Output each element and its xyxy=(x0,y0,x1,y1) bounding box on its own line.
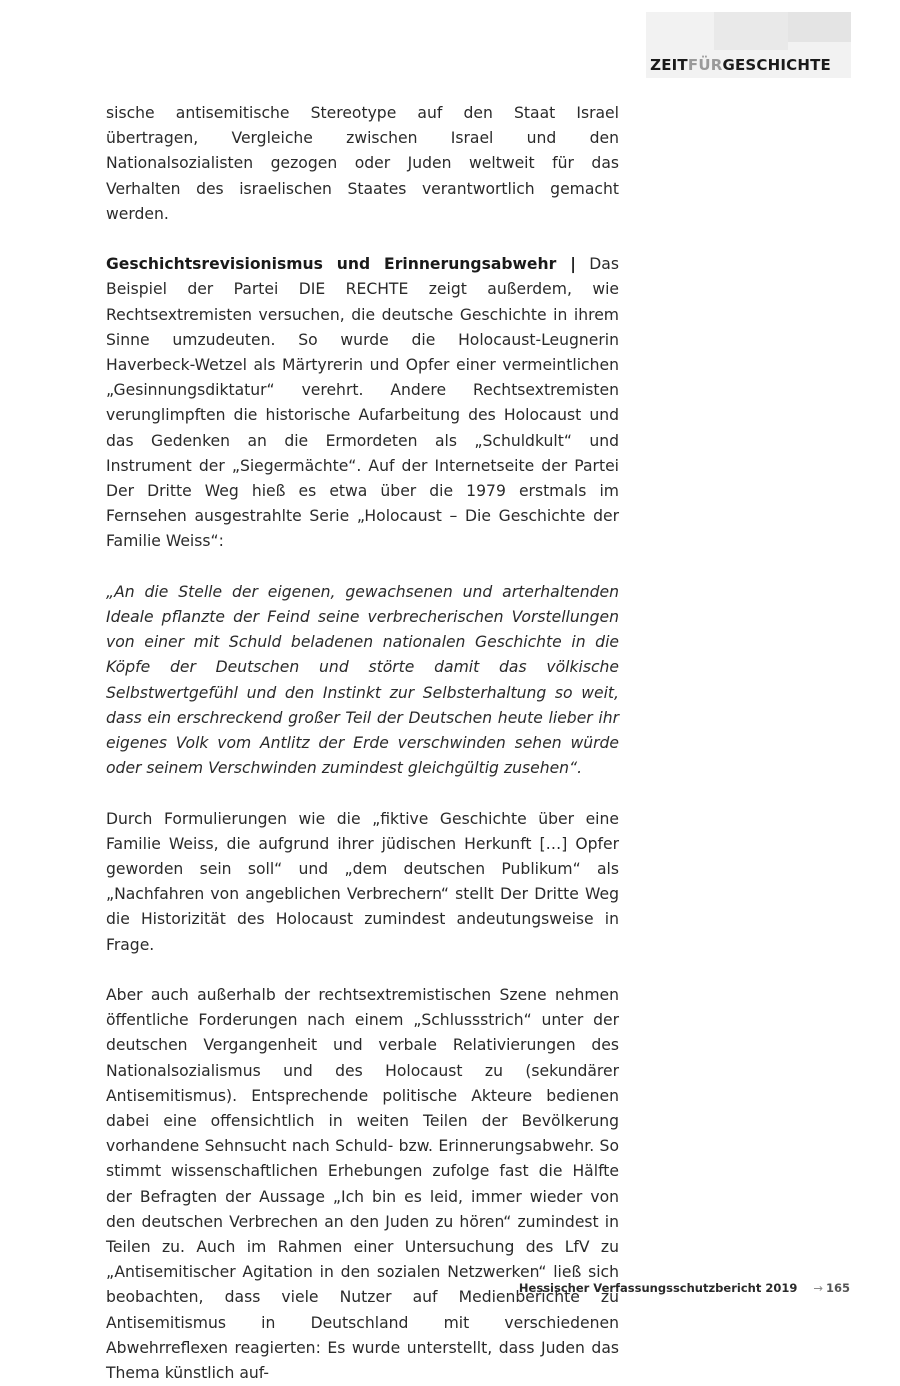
footer-report-title: Hessischer Verfassungsschutzbericht 2019 xyxy=(518,1281,798,1295)
section-heading: Geschichtsrevisionismus und Erinnerungsabwehr | xyxy=(106,255,576,274)
paragraph-2 xyxy=(106,252,619,554)
header-title-zeit: ZEIT xyxy=(650,56,688,74)
page-number: 165 xyxy=(825,1281,850,1295)
paragraph-2-text: Das Beispiel der Partei DIE RECHTE zeigt außerdem, wie Rechtsextremisten versuchen, die deutsche Geschichte in ihrem Sinne umzudeuten. So wurde die Holocaust-Leugnerin Haverbeck-Wetzel als Märtyrerin und Opfer einer vermeintlichen „Gesinnungsdiktatur“ verehrt. Andere Rechtsextremisten verunglimpften die historische Aufarbeitung des Holocaust und das Gedenken an die Ermordeten als „Schuldkult“ und Instrument der „Siegermächte“. Auf der Internetseite der Partei Der Dritte Weg hieß es etwa über die 1979 erstmals im Fernsehen ausgestrahlte Serie „Holocaust – Die Geschichte der Familie Weiss“: xyxy=(106,255,619,551)
header-block xyxy=(646,12,851,78)
main-text xyxy=(106,101,619,1386)
header-decor-tile xyxy=(788,12,851,42)
paragraph-1: sische antisemitische Stereotype auf den Staat Israel übertragen, Vergleiche zwischen Israel und den Nationalsozialisten gezogen oder Juden weltweit für das Verhalten des israelischen Staates verantwortlich gemacht werden. xyxy=(106,104,619,223)
header-decor-tile xyxy=(714,12,788,50)
block-quote: „An die Stelle der eigenen, gewachsenen und arterhaltenden Ideale pflanzte der Feind seine verbrecherischen Vorstellungen von einer mit Schuld beladenen nationalen Geschichte in die Köpfe der Deutschen und störte damit das völkische Selbstwertgefühl und den Instinkt zur Selbsterhaltung so weit, dass ein erschreckend großer Teil der Deutschen heute lieber ihr eigenes Volk vom Antlitz der Erde verschwinden sehen würde oder seinem Verschwinden zumindest gleichgültig zusehen“. xyxy=(106,582,619,778)
header-title xyxy=(650,56,831,74)
paragraph-3: Durch Formulierungen wie die „fiktive Geschichte über eine Familie Weiss, die aufgrund ihrer jüdischen Herkunft […] Opfer geworden sein soll“ und „dem deutschen Publikum“ als „Nachfahren von angeblichen Verbrechern“ stellt Der Dritte Weg die Historizität des Holocaust zumindest andeutungsweise in Frage. xyxy=(106,809,619,954)
header-title-fuer: FÜR xyxy=(687,56,723,74)
page-footer xyxy=(519,1281,850,1295)
paragraph-4: Aber auch außerhalb der rechtsextremistischen Szene nehmen öffentliche Forderungen nach einem „Schlussstrich“ unter der deutschen Vergangenheit und verbale Relativierungen des Nationalsozialismus und des Holocaust zu (sekundärer Antisemitismus). Entsprechende politische Akteure bedienen dabei eine offensichtlich in weiten Teilen der Bevölkerung vorhandene Sehnsucht nach Schuld- bzw. Erinnerungsabwehr. So stimmt wissenschaftlichen Erhebungen zufolge fast die Hälfte der Befragten der Aussage „Ich bin es leid, immer wieder von den deutschen Verbrechen an den Juden zu hören“ zumindest in Teilen zu. Auch im Rahmen einer Untersuchung des LfV zu „Antisemitischer Agitation in den sozialen Netzwerken“ ließ sich beobachten, dass viele Nutzer auf Medienberichte zu Antisemitismus in Deutschland mit verschiedenen Abwehrreflexen reagierten: Es wurde unterstellt, dass Juden das Thema künstlich auf- xyxy=(106,986,619,1383)
header-title-geschichte: GESCHICHTE xyxy=(722,56,831,74)
arrow-right-icon: → xyxy=(813,1281,823,1295)
